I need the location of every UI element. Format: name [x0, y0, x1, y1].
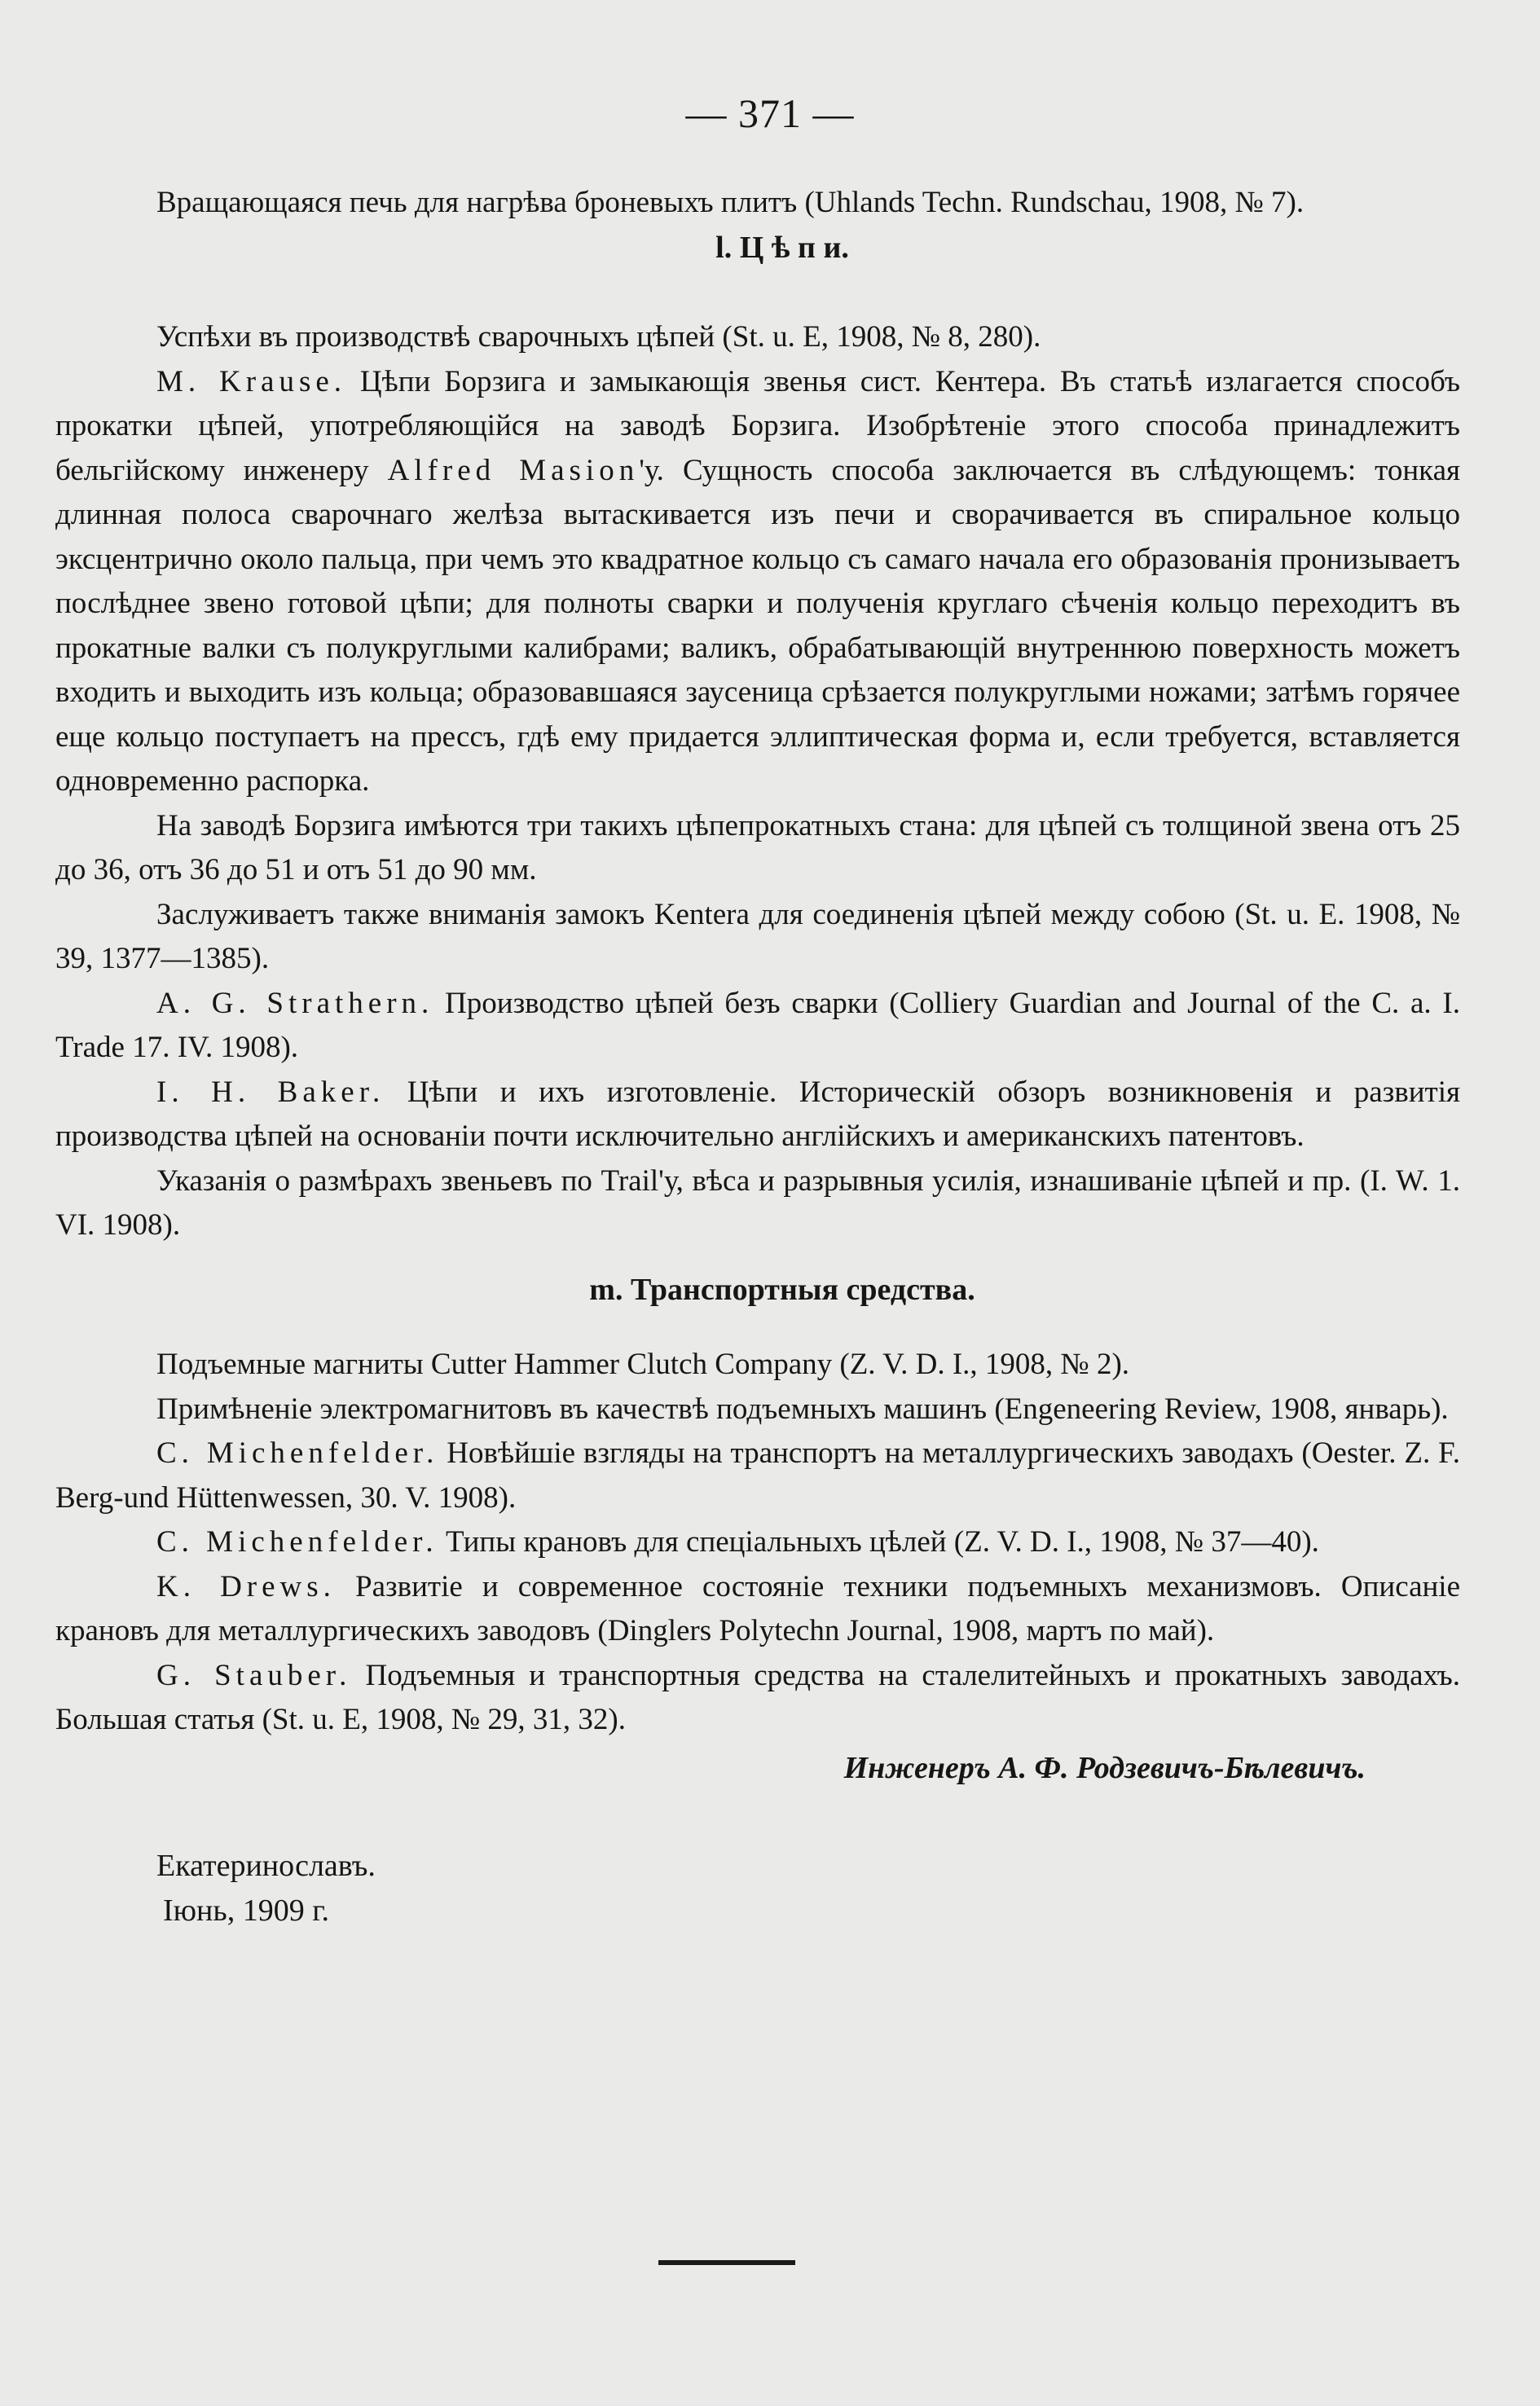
author-name: M. Krause.: [156, 364, 347, 398]
section-heading-transport: m. Транспортныя средства.: [589, 1272, 975, 1307]
paragraph-text: Развитіе и современное состояніе техники подъемныхъ механизмовъ. Описаніе крановъ для металлургическихъ заводовъ (Dinglers Polytechn Journal, 1908, мартъ по май).: [55, 1569, 1460, 1647]
paragraph-text: Типы крановъ для спеціальныхъ цѣлей (Z. V. D. I., 1908, № 37—40).: [445, 1525, 1319, 1559]
paragraph-text: 'у. Сущность способа заключается въ слѣдующемъ: тонкая длинная полоса сварочнаго желѣза вытаскивается изъ печи и сворачивается въ спиральное кольцо эксцентрично около пальца, при чемъ это квадратное кольцо съ самаго начала его образованія пронизываетъ послѣднее звено готовой цѣпи; для полноты сварки и полученія круглаго сѣченія кольцо переходитъ въ прокатные валки съ полукруглыми калибрами; валикъ, обрабатывающій внутреннюю поверхность можетъ входить и выходить изъ кольца; образовавшаяся заусеница срѣзается полукруглыми ножами; затѣмъ горячее еще кольцо поступаетъ на прессъ, гдѣ ему придается эллиптическая форма и, если требуется, вставляется одновременно распорка.: [55, 453, 1461, 798]
paragraph-drews: [55, 1565, 1460, 1654]
paragraph-electromagnets: Примѣненіе электромагнитовъ въ качествѣ подъемныхъ машинъ (Engeneering Review, 1908, январь).: [156, 1392, 1449, 1426]
section-heading-chains: l. Ц ѣ п и.: [715, 230, 849, 265]
paragraph-strathern: [55, 982, 1460, 1071]
paragraph-baker: [55, 1071, 1460, 1159]
paragraph-kentera-lock: Заслуживаетъ также вниманія замокъ Kentera для соединенія цѣпей между собою (St. u. E. 1908, № 39, 1377—1385).: [55, 897, 1460, 975]
place: Екатеринославъ.: [156, 1849, 376, 1883]
author-name: I. H. Baker.: [156, 1075, 385, 1109]
author-signature: Инженеръ А. Ф. Родзевичъ-Бѣлевичъ.: [843, 1750, 1366, 1785]
page-number: — 371 —: [685, 90, 855, 136]
paragraph-krause: [55, 360, 1460, 804]
paragraph-lifting-magnets: Подъемные магниты Cutter Hammer Clutch Company (Z. V. D. I., 1908, № 2).: [156, 1348, 1130, 1381]
paragraph-michenfelder-2: [55, 1520, 1460, 1565]
author-name: C. Michenfelder.: [156, 1525, 438, 1559]
place-and-date: [55, 1844, 1460, 1933]
body-text: [55, 181, 1460, 1933]
paragraph-text: Новѣйшіе взгляды на транспортъ на металлургическихъ заводахъ (Oester. Z. F. Berg-und Hüttenwessen, 30. V. 1908).: [55, 1436, 1460, 1515]
paragraph-welded-chains: Успѣхи въ производствѣ сварочныхъ цѣпей (St. u. E, 1908, № 8, 280).: [156, 320, 1041, 354]
paragraph-text: Подъемныя и транспортныя средства на сталелитейныхъ и прокатныхъ заводахъ. Большая статья (St. u. E, 1908, № 29, 31, 32).: [55, 1658, 1461, 1736]
paragraph-text: Цѣпи и ихъ изготовленіе. Историческій обзоръ возникновенія и развитія производства цѣпей на основаніи почти исключительно англійскихъ и американскихъ патентовъ.: [55, 1075, 1460, 1153]
paragraph-borsig-mills: На заводѣ Борзига имѣются три такихъ цѣпепрокатныхъ стана: для цѣпей съ толщиной звена отъ 25 до 36, отъ 36 до 51 и отъ 51 до 90 мм.: [55, 808, 1460, 886]
paragraph-rotating-furnace: Вращающаяся печь для нагрѣва броневыхъ плитъ (Uhlands Techn. Rundschau, 1908, № 7).: [156, 186, 1305, 219]
author-name: G. Stauber.: [156, 1658, 352, 1692]
author-name: A. G. Strathern.: [156, 986, 434, 1020]
paragraph-text: Цѣпи Борзига и замыкающія звенья сист. Кентера. Въ статьѣ излагается способъ прокатки цѣпей, употребляющійся на заводѣ Борзига. Изобрѣтеніе этого способа принадлежитъ бельгійскому инженеру: [55, 364, 1460, 487]
closing-rule: [658, 2260, 795, 2265]
paragraph-trail-sizes: Указанія о размѣрахъ звеньевъ по Trail'у, вѣса и разрывныя усилія, изнашиваніе цѣпей и пр. (I. W. 1. VI. 1908).: [55, 1163, 1460, 1242]
author-name: K. Drews.: [156, 1569, 336, 1603]
author-name: C. Michenfelder.: [156, 1436, 439, 1470]
paragraph-michenfelder-1: [55, 1432, 1460, 1520]
paragraph-text: Производство цѣпей безъ сварки (Colliery Guardian and Journal of the C. a. I. Trade 17. IV. 1908).: [55, 986, 1460, 1064]
paragraph-stauber: [55, 1654, 1460, 1743]
engineer-name: Alfred Masion: [387, 453, 640, 487]
date: Іюнь, 1909 г.: [163, 1893, 330, 1928]
